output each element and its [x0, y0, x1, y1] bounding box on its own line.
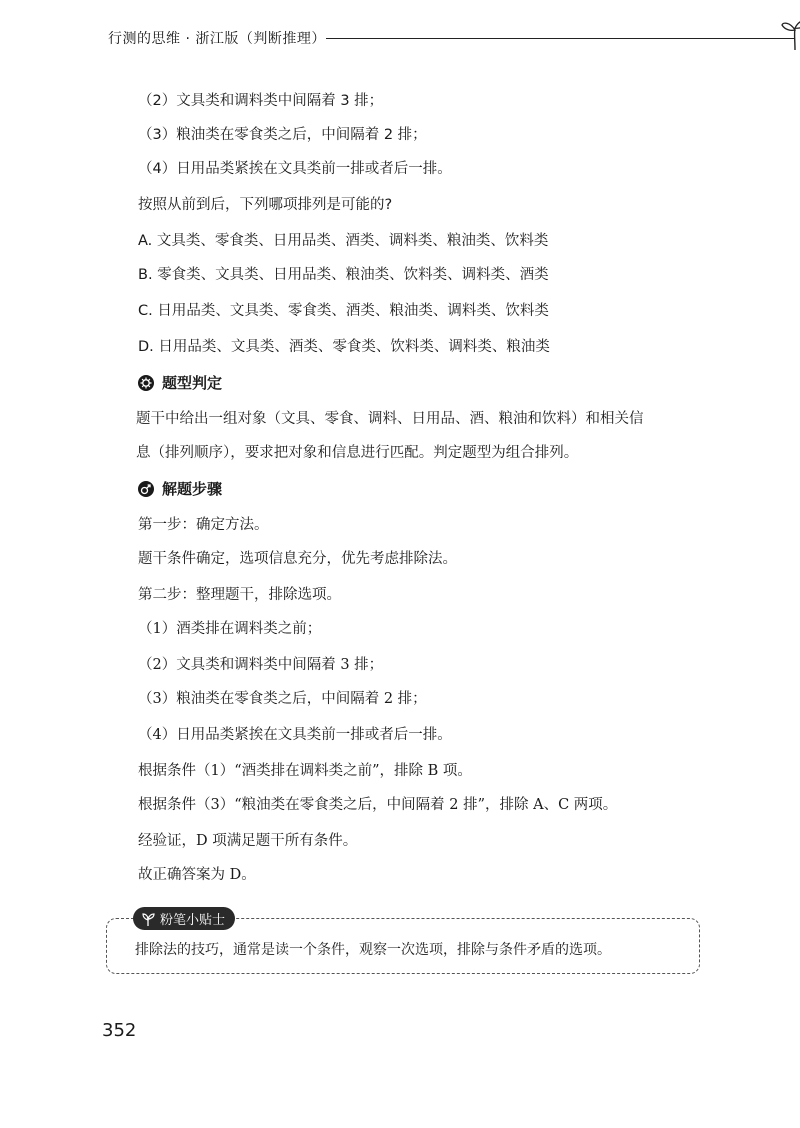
steps-section-label: 解题步骤 [162, 480, 223, 498]
condition-2: （2）文具类和调料类中间隔着 3 排； [138, 93, 384, 109]
step-line-4: （1）酒类排在调料类之前； [138, 621, 322, 637]
step-line-11: 故正确答案为 D。 [138, 867, 256, 883]
gear-icon [138, 375, 154, 391]
sprout-icon [780, 16, 800, 50]
step-line-3: 第二步：整理题干，排除选项。 [138, 587, 341, 603]
condition-4: （4）日用品类紧挨在文具类前一排或者后一排。 [138, 161, 452, 177]
step-line-1: 第一步：确定方法。 [138, 517, 269, 533]
condition-3: （3）粮油类在零食类之后，中间隔着 2 排； [138, 127, 427, 143]
running-header [108, 24, 708, 54]
step-line-7: （4）日用品类紧挨在文具类前一排或者后一排。 [138, 727, 452, 743]
leaf-icon [141, 912, 155, 926]
option-b: B. 零食类、文具类、日用品类、粮油类、饮料类、调料类、酒类 [138, 267, 549, 283]
header-title: 行测的思维 · 浙江版（判断推理） [108, 31, 326, 47]
step-line-9: 根据条件（3）“粮油类在零食类之后，中间隔着 2 排”，排除 A、C 两项。 [138, 797, 618, 813]
tip-text: 排除法的技巧，通常是读一个条件，观察一次选项，排除与条件矛盾的选项。 [135, 942, 611, 958]
steps-icon [138, 481, 154, 497]
option-d: D. 日用品类、文具类、酒类、零食类、饮料类、调料类、粮油类 [138, 339, 550, 355]
type-text-line2: 息（排列顺序），要求把对象和信息进行匹配。判定题型为组合排列。 [136, 445, 579, 461]
step-line-2: 题干条件确定，选项信息充分，优先考虑排除法。 [138, 551, 457, 567]
type-section-title [138, 374, 222, 392]
option-c: C. 日用品类、文具类、零食类、酒类、粮油类、调料类、饮料类 [138, 303, 549, 319]
option-a: A. 文具类、零食类、日用品类、酒类、调料类、粮油类、饮料类 [138, 233, 549, 249]
tip-box [106, 913, 700, 974]
step-line-5: （2）文具类和调料类中间隔着 3 排； [138, 657, 384, 673]
step-line-6: （3）粮油类在零食类之后，中间隔着 2 排； [138, 691, 427, 707]
step-line-10: 经验证，D 项满足题干所有条件。 [138, 833, 358, 849]
steps-section-title [138, 480, 222, 498]
step-line-8: 根据条件（1）“酒类排在调料类之前”，排除 B 项。 [138, 763, 472, 779]
type-text-line1: 题干中给出一组对象（文具、零食、调料、日用品、酒、粮油和饮料）和相关信 [136, 411, 644, 427]
type-section-label: 题型判定 [162, 374, 223, 392]
question-prompt: 按照从前到后，下列哪项排列是可能的? [138, 197, 393, 213]
tip-label [133, 907, 235, 930]
tip-label-text: 粉笔小贴士 [160, 913, 226, 928]
page-number: 352 [102, 1020, 137, 1041]
header-rule [326, 38, 794, 39]
